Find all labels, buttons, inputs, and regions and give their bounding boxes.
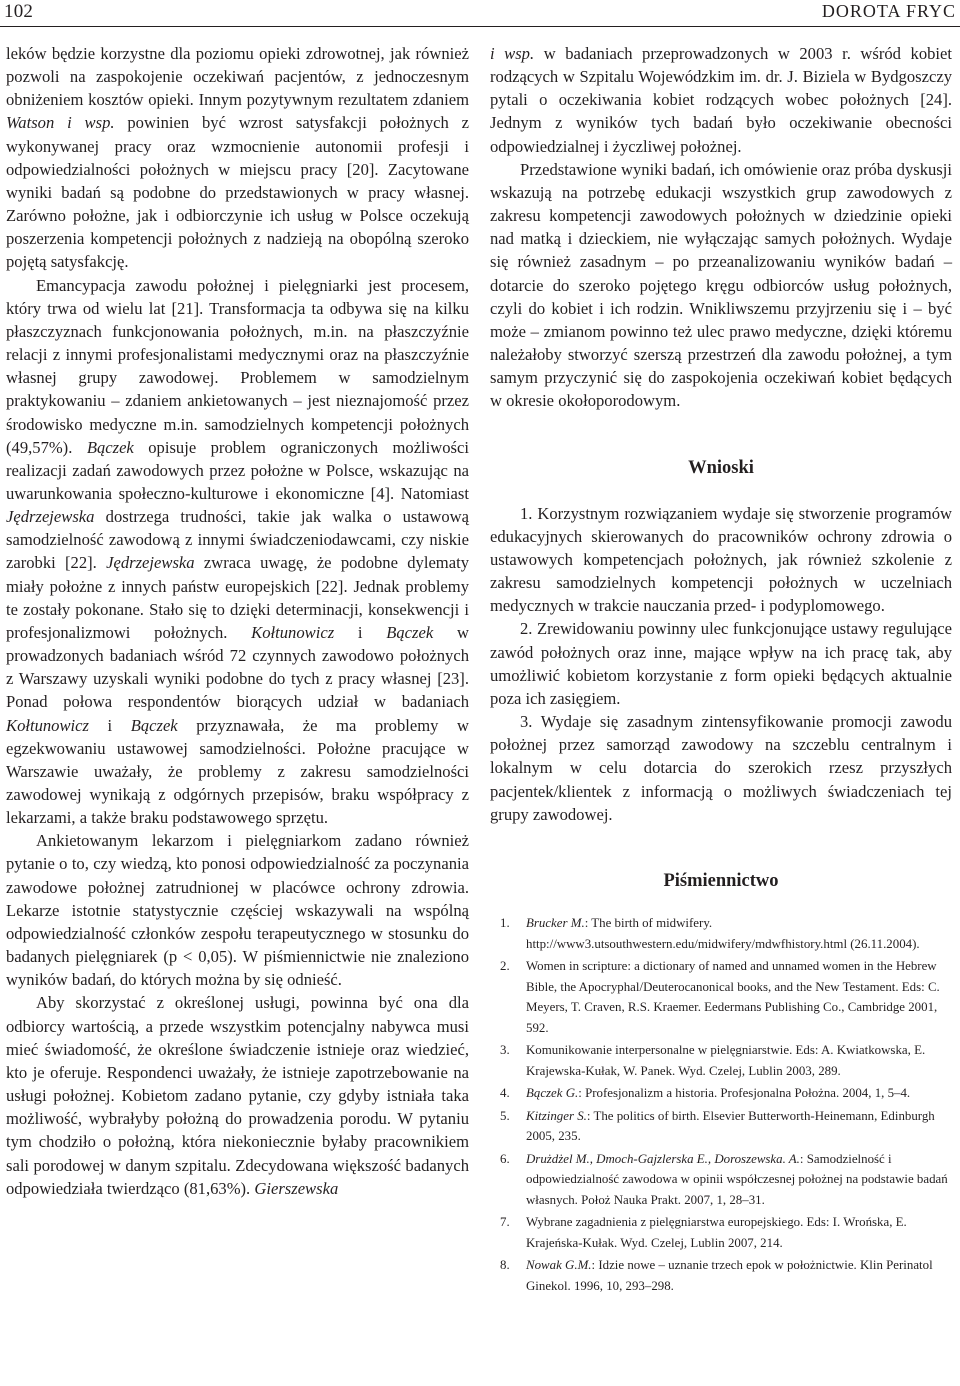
reference-number: 7. xyxy=(500,1215,510,1229)
reference-number: 3. xyxy=(500,1043,510,1057)
text-run: Wybrane zagadnienia z pielęgniarstwa europejskiego. Eds: I. Wrońska, E. Krajeńska-Kułak. Wyd. Czelej, Lublin 2007, 214. xyxy=(526,1215,907,1250)
text-run: : The birth of midwifery. http://www3.utsouthwestern.edu/midwifery/mdwfhistory.html (26.11.2004). xyxy=(526,916,920,951)
text-run: w badaniach przeprowadzonych w 2003 r. wśród kobiet rodzących w Szpitalu Wojewódzkim im. dr. J. Biziela w Bydgoszczy pytali o oczekiwania kobiet rodzących wobec położnych [24]. Jednym z wyników tych badań było oczekiwanie obecności odpowiedzialnej i życzliwej położnej. xyxy=(490,44,952,156)
italic-text: Watson i wsp. xyxy=(6,113,115,133)
reference-item xyxy=(490,1083,952,1104)
text-run: przyznawała, że ma problemy w egzekwowaniu ustawowej samodzielności. Położne pracujące w Warszawie uważały, że problemy z zakresu samodzielności zawodowej wynikają z odgórnych przepisów, braku współpracy z lekarzami, a także braku podstawowego sprzętu. xyxy=(6,715,469,828)
italic-text: Nowak G.M. xyxy=(526,1258,592,1272)
reference-item xyxy=(490,1149,952,1211)
body-paragraph xyxy=(6,42,469,274)
text-run: Przedstawione wyniki badań, ich omówienie oraz próba dyskusji wskazują na potrzebę edukacji wszystkich grup zawodowych z zakresu kompetencji zawodowych położnych w dziedzinie opieki nad matką i dzieckiem, nie wyłączając samych położnych. Wydaje się również zasadnym – po przeanalizowaniu wyników badań – dotarcie do szeroko pojętego kręgu odbiorców usług położnych, czyli do kobiet i ich rodzin. Wnikliwszemu przyjrzeniu się i – być może – zmianom powinno też ulec prawo medyczne, dzięki któremu należałoby stworzyć szerszą przestrzeń dla zawodu położnej, a tym samym przyczynić się do zaspokojenia oczekiwań kobiet będących w okresie okołoporodowym. xyxy=(490,159,952,411)
reference-item xyxy=(490,1212,952,1253)
text-run: Aby skorzystać z określonej usługi, powinna być ona dla odbiorcy wartością, a przede wszystkim potencjalny nabywca musi mieć świadomość, że określone świadczenie istnieje oraz wiedzieć, kto je oferuje. Respondenci uważały, że istnieje zapotrzebowanie na usługi położnej. Kobietom zadano pytanie, czy gdyby istniała taka możliwość, wybrałyby położną do prowadzenia porodu. W pytaniu tym chodziło o położną, która niekoniecznie byłaby pracownikiem sali porodowej w danym szpitalu. Zdecydowana większość badanych odpowiedziała twierdząco (81,63%). xyxy=(6,993,469,1198)
conclusion-item: 3. Wydaje się zasadnym zintensyfikowanie promocji zawodu położnej przez samorząd zawodowy na szczeblu centralnym i lokalnym w celu dotarcia do szerokich rzesz przyszłych pacjentek/klientek z informacją o możliwych świadczeniach tej grupy zawodowej. xyxy=(490,712,952,824)
body-paragraph xyxy=(6,829,469,991)
body-paragraph xyxy=(490,42,952,158)
text-run: : Samodzielność i odpowiedzialność zawodowa w opinii współczesnej położnej na podstawie badań własnych. Położ Nauka Prakt. 2007, 1, 28–31. xyxy=(526,1151,948,1207)
text-run: Ankietowanym lekarzom i pielęgniarkom zadano również pytanie o to, czy wiedzą, kto ponosi odpowiedzialność za poczynania zawodowe położnej zatrudnionej w placówce ochrony zdrowia. Lekarze istotnie statystycznie częściej wskazywali na wspólną odpowiedzialność członków zespołu terapeutycznego w stosunku do badanych pielęgniarek (p < 0,05). W piśmiennictwie nie znaleziono wyników badań, do których można by się odnieść. xyxy=(6,831,469,990)
reference-item xyxy=(490,913,952,954)
reference-item xyxy=(490,1255,952,1296)
reference-number: 8. xyxy=(500,1258,510,1272)
reference-number: 2. xyxy=(500,959,510,973)
running-head-author: DOROTA FRYC xyxy=(821,1,956,21)
italic-text: i wsp. xyxy=(490,44,535,63)
reference-number: 4. xyxy=(500,1086,510,1100)
text-run: zwraca uwagę, że podobne dylematy miały położne z innych państw europejskich [22]. Jednak problemy te zostały pokonane. Stało się to dzięki determinacji, konsekwencji i profesjonalizmowi położnych. xyxy=(6,553,469,642)
body-paragraph xyxy=(6,991,469,1199)
references-heading: Piśmiennictwo xyxy=(663,870,779,891)
text-run: w prowadzonych badaniach wśród 72 czynnych zawodowo położnych z Warszawy uzyskali wyniki podobne do tych z pracy własnej [23]. Ponad połowa respondentów biorących udział w badaniach xyxy=(6,622,469,712)
text-run: powinien być wzrost satysfakcji położnych z wykonywanej pracy oraz wzmocnienie autonomii profesji i odpowiedzialności położnych w miejscu pracy [20]. Zacytowane wyniki badań są podobne do przedstawionych w pracy własnej. Zarówno położne, jak i odbiorczynie ich usług w Polsce oczekują poszerzenia kompetencji położnych z nadzieją na obopólną szeroko pojętą satysfakcję. xyxy=(6,113,469,272)
italic-text: Brucker M. xyxy=(526,916,585,930)
italic-text: Bączek xyxy=(130,715,178,735)
italic-text: Bączek xyxy=(386,622,434,642)
body-paragraph xyxy=(6,274,469,830)
italic-text: Drużdżel M., Dmoch-Gajzlerska E., Doroszewska. A. xyxy=(526,1151,800,1166)
body-paragraph xyxy=(490,158,952,413)
right-column xyxy=(490,42,952,1298)
text-run: dostrzega trudności, takie jak walka o ustawową samodzielność zawodową z innymi świadczeniodawcami, czy niskie zarobki [22]. xyxy=(6,507,469,573)
text-run: Komunikowanie interpersonalne w pielęgniarstwie. Eds: A. Kwiatkowska, E. Krajewska-Kułak, W. Panek. Wyd. Czelej, Lublin 2003, 289. xyxy=(526,1043,926,1078)
conclusions-list xyxy=(490,502,952,826)
text-run: : Profesjonalizm a historia. Profesjonalna Położna. 2004, 1, 5–4. xyxy=(578,1086,911,1100)
text-run: i xyxy=(88,715,131,735)
reference-item xyxy=(490,1106,952,1147)
italic-text: Kołtunowicz xyxy=(6,715,89,735)
reference-number: 1. xyxy=(500,916,510,930)
conclusion-item: 2. Zrewidowaniu powinny ulec funkcjonujące ustawy regulujące zawód położnych oraz inne, mające wpływ na ich pracę tak, aby umożliwić kobietom korzystanie z form opieki będących aktualnie poza ich zasięgiem. xyxy=(490,619,952,708)
page-header xyxy=(0,0,960,27)
text-run: opisuje problem ograniczonych możliwości realizacji zadań zawodowych przez położne w Polsce, wskazując na uwarunkowania społeczno-kulturowe i ekonomiczne [4]. Natomiast xyxy=(6,437,469,503)
italic-text: Jędrzejewska xyxy=(6,507,95,527)
italic-text: Kitzinger S. xyxy=(526,1108,587,1123)
italic-text: Bączek G. xyxy=(526,1086,579,1100)
reference-number: 5. xyxy=(500,1108,510,1123)
reference-item xyxy=(490,956,952,1038)
page-number: 102 xyxy=(4,1,34,22)
text-run: leków będzie korzystne dla poziomu opieki zdrowotnej, jak również pozwoli na zaspokojenie oczekiwań pacjentów, z jednoczesnym obniżeniem kosztów opieki. Innym pozytywnym rezultatem zdaniem xyxy=(6,44,469,110)
italic-text: Kołtunowicz xyxy=(251,622,335,642)
text-run: : The politics of birth. Elsevier Butterworth-Heinemann, Edinburgh 2005, 235. xyxy=(526,1108,935,1143)
conclusion-item: 1. Korzystnym rozwiązaniem wydaje się stworzenie programów edukacyjnych skierowanych do pracowników ochrony zdrowia o ustawowych kompetencjach położnych, jak również szkolenie z zakresu samodzielnych kompetencji położnych w uczelniach medycznych w trakcie nauczania przed- i podyplomowego. xyxy=(490,503,952,616)
text-run: : Idzie nowe – uznanie trzech epok w położnictwie. Klin Perinatol Ginekol. 1996, 10, 293–298. xyxy=(526,1258,933,1293)
references-list xyxy=(490,913,952,1296)
reference-item xyxy=(490,1040,952,1081)
italic-text: Gierszewska xyxy=(254,1178,339,1198)
left-column xyxy=(6,42,469,1200)
conclusions-heading: Wnioski xyxy=(688,457,754,478)
text-run: Women in scripture: a dictionary of named and unnamed women in the Hebrew Bible, the Apocryphal/Deuterocanonical books, and the New Testament. Eds: C. Meyers, T. Craven, R.S. Kraemer. Eedermans Publishing Co., Cambridge 2001, 592. xyxy=(526,959,940,1035)
italic-text: Jędrzejewska xyxy=(106,553,195,573)
text-run: i xyxy=(334,622,387,642)
reference-number: 6. xyxy=(500,1151,510,1166)
italic-text: Bączek xyxy=(86,437,134,457)
text-run: Emancypacja zawodu położnej i pielęgniarki jest procesem, który trwa od wielu lat [21]. Transformacja ta odbywa się na kilku płaszczyznach funkcjonowania położnych, m.in. na płaszczyźnie relacji z innymi profesjonalistami medycznymi oraz na płaszczyźnie własnej grupy zawodowej. Problemem w samodzielnym praktykowaniu – zdaniem ankietowanych – jest nieznajomość przez środowisko medyczne m.in. samodzielnych kompetencji położnych (49,57%). xyxy=(6,275,469,457)
